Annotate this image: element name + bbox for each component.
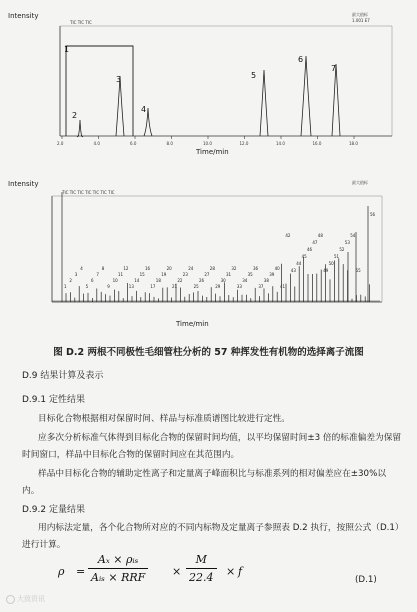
- equation-number: (D.1): [355, 575, 377, 585]
- chart2-peak-label: 4: [80, 266, 83, 271]
- formula-den1: Aᵢₛ × RRF: [91, 571, 146, 584]
- paragraph-d91-1: [22, 411, 402, 428]
- chart2-peak-label: 32: [231, 266, 237, 271]
- chart2-peak-label: 30: [220, 278, 226, 283]
- chart2-peak-label: 6: [91, 278, 94, 283]
- chart1-tick-label: 16.0: [312, 141, 322, 146]
- section-d92-title: D.9.2 定量结果: [22, 505, 85, 515]
- paragraph-d91-1-text: 目标化合物根据相对保留时间、样品与标准质谱图比较进行定性。: [38, 414, 290, 424]
- chart2-peak-label: 17: [150, 284, 156, 289]
- chart2-peak-label: 13: [128, 284, 134, 289]
- chart2-ylabel: Intensity: [8, 180, 39, 188]
- chart2-peak-label: 36: [253, 266, 259, 271]
- formula-num2: M: [195, 553, 207, 566]
- formula-lhs: ρ: [58, 565, 65, 578]
- formula-bar2: [186, 568, 217, 569]
- paragraph-d92-1: [22, 520, 402, 554]
- chart1-tick-label: 2.0: [57, 141, 64, 146]
- watermark: [6, 594, 45, 604]
- chart1-peak: [332, 64, 340, 136]
- paragraph-d92-1-text: 用内标法定量，各个化合物所对应的不同内标物及定量离子参照表 D.2 执行，按照公式（D.1）进行计算。: [22, 523, 400, 550]
- chart2-peak-label: 51: [334, 254, 340, 259]
- chart2-peak-label: 3: [74, 272, 78, 277]
- watermark-text: 大致资讯: [17, 595, 45, 603]
- chart2-peak-label: 47: [312, 240, 318, 245]
- chromatogram-2: [0, 176, 417, 334]
- chart1-tick-label: 6.0: [130, 141, 137, 146]
- chart2-peak-label: 53: [344, 240, 350, 245]
- chart2-peak-label: 12: [123, 266, 129, 271]
- chart1-tick-label: 4.0: [93, 141, 100, 146]
- chart2-peak-label: 7: [96, 272, 99, 277]
- chart2-peak-label: 8: [101, 266, 105, 271]
- chart2-corner-label: 最大值标: [352, 180, 368, 185]
- chart1-peak-label: 3: [116, 75, 122, 84]
- chart2-peak-label: 15: [139, 272, 145, 277]
- formula-den2: 22.4: [189, 571, 214, 584]
- chart1-peak: [77, 120, 83, 137]
- paragraph-d91-3-text: 样品中目标化合物的辅助定性离子和定量离子峰面积比与标准系列的相对偏差应在±30%以内。: [22, 469, 387, 496]
- chart1-peak-label: 5: [251, 71, 257, 80]
- chart1-peak-label: 6: [298, 55, 304, 64]
- chart2-peak-label: 31: [226, 272, 232, 277]
- chart1-peak: [301, 56, 311, 136]
- formula-fraction-1: [88, 553, 148, 584]
- chart2-peak-labels: [64, 212, 376, 289]
- chart1-tick-label: 18.0: [349, 141, 358, 146]
- chart2-peak-label: 19: [161, 272, 167, 277]
- formula-fraction-2: [186, 553, 217, 584]
- paragraph-d91-3: [22, 466, 402, 500]
- chart1-xlabel: Time/min: [196, 148, 229, 156]
- chart2-peak-label: 20: [166, 266, 172, 271]
- chart1-peak: [260, 70, 268, 136]
- chart1-ylabel: Intensity: [8, 12, 39, 20]
- chromatogram-1: [0, 8, 417, 170]
- chart2-peak-label: 35: [247, 272, 253, 277]
- chart2-peak-label: 18: [155, 278, 161, 283]
- chart2-peak-label: 56: [370, 212, 376, 217]
- chart2-peak-label: 11: [118, 272, 124, 277]
- chart2-peak-label: 45: [301, 254, 307, 259]
- paragraph-d91-2: [22, 430, 402, 464]
- figure-caption: 图 D.2 两根不同极性毛细管柱分析的 57 种挥发性有机物的选择离子流图: [53, 347, 364, 358]
- formula-times-1: ×: [172, 565, 182, 578]
- chart1-tick-label: 12.0: [239, 141, 249, 146]
- chart2-peak-label: 9: [107, 284, 110, 289]
- chart2-peak-label: 25: [193, 284, 199, 289]
- chart1-corner-label: 最大值标: [352, 12, 368, 17]
- section-d91-title: D.9.1 定性结果: [22, 395, 85, 405]
- formula-bar1: [88, 568, 148, 569]
- chart1-corner-value: 1.001 E7: [352, 18, 370, 23]
- chart1-ticks: [57, 136, 358, 146]
- chart2-peak-label: 22: [177, 278, 183, 283]
- chart2-peak-label: 43: [290, 268, 296, 273]
- watermark-logo-icon: [6, 595, 15, 604]
- chart2-peak-label: 46: [307, 247, 313, 252]
- paragraph-d91-2-text: 应多次分析标准气体得到目标化合物的保留时间均值，以平均保留时间±3 倍的标准偏差为保留时间窗口，样品中目标化合物的保留时间应在其范围内。: [22, 433, 402, 460]
- chart2-peak-label: 1: [64, 284, 67, 289]
- chart2-peak-label: 16: [145, 266, 151, 271]
- chart2-peak-label: 38: [263, 278, 269, 283]
- formula-num1: Aₓ × ρᵢₛ: [97, 553, 139, 566]
- chart2-xlabel: Time/min: [176, 320, 209, 328]
- chart1-peak-label: 4: [141, 105, 147, 114]
- chart1-peak: [116, 76, 124, 136]
- formula-d1: [58, 553, 358, 597]
- chart2-peak-label: 40: [274, 266, 280, 271]
- chart2-peak-label: 23: [182, 272, 188, 277]
- formula-equals: =: [76, 565, 86, 578]
- chart2-peak-label: 34: [242, 278, 248, 283]
- chart2-peak-label: 29: [215, 284, 221, 289]
- chart1-peak-label: 1: [64, 45, 70, 54]
- chart2-peak-label: 49: [323, 268, 329, 273]
- chart2-peak-label: 10: [112, 278, 118, 283]
- chart2-peak-label: 39: [269, 272, 275, 277]
- chart2-peak-label: 27: [204, 272, 210, 277]
- chart2-peak-label: 48: [317, 233, 323, 238]
- chart2-peak-label: 33: [236, 284, 242, 289]
- chart2-peak-label: 21: [172, 284, 178, 289]
- chart2-peak-label: 52: [339, 247, 345, 252]
- chart1-tick-label: 14.0: [276, 141, 285, 146]
- chart2-peak-label: 41: [280, 284, 286, 289]
- chart2-peak-label: 50: [328, 261, 334, 266]
- chart1-tick-label: 10.0: [203, 141, 212, 146]
- section-d9-title: D.9 结果计算及表示: [22, 371, 104, 381]
- chart2-peak-label: 42: [285, 233, 291, 238]
- chart2-peak-label: 14: [134, 278, 140, 283]
- chart1-peak-label: 7: [331, 64, 337, 73]
- chart2-peak-label: 28: [209, 266, 215, 271]
- chart2-peak-label: 54: [350, 233, 356, 238]
- chart1-peaks: [64, 45, 340, 137]
- chart2-peak-label: 55: [355, 268, 361, 273]
- chart2-peak-label: 5: [85, 284, 89, 289]
- chart1-peak-label: 2: [72, 111, 78, 120]
- formula-times-2: ×: [226, 565, 236, 578]
- chart2-peak-label: 26: [199, 278, 205, 283]
- chart2-peak-label: 44: [296, 261, 302, 266]
- chart1-tic-header: TIC TIC TIC: [70, 20, 92, 25]
- chart2-peak-label: 2: [69, 278, 72, 283]
- chart2-peak-label: 24: [188, 266, 194, 271]
- formula-f: f: [238, 565, 243, 578]
- chart2-peak-label: 37: [258, 284, 264, 289]
- chart2-tic-header: TIC TIC TIC TIC TIC TIC TIC: [62, 190, 115, 195]
- chart1-tick-label: 8.0: [166, 141, 173, 146]
